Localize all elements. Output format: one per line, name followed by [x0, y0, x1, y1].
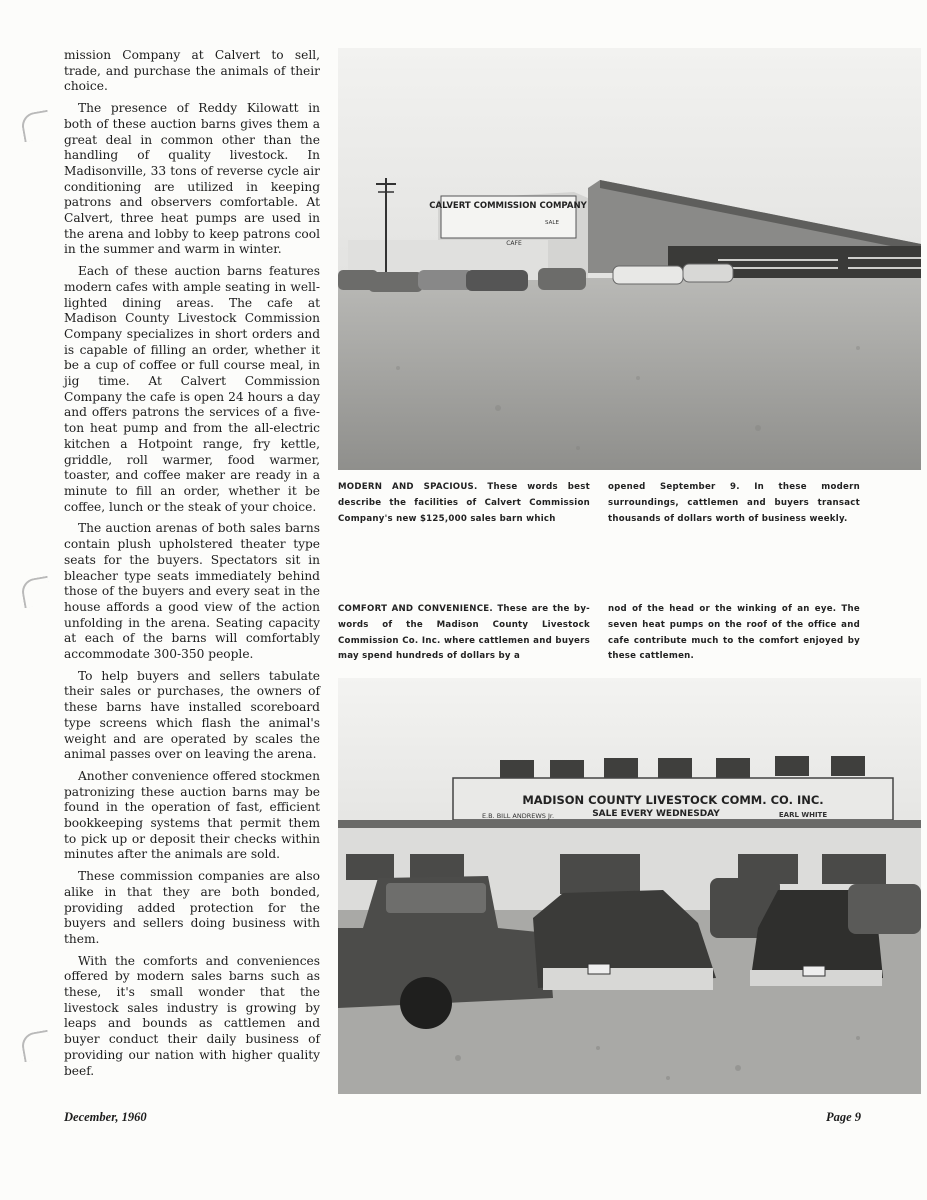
paragraph: To help buyers and sellers tabulate their sales or purchases, the owners of these barns have installed scoreboard type screens which flash the animal's weight and are operated by scales the animal passes over on leaving the arena.: [64, 668, 320, 762]
paragraph: The presence of Reddy Kilowatt in both of these auction barns gives them a great deal in common other than the handling of quality livestock. In Madisonville, 33 tons of reverse cycle air conditioning are utilized in keeping patrons and observers comfortable. At Calvert, three heat pumps are used in the arena and lobby to keep patrons cool in the summer and warm in winter.: [64, 101, 320, 257]
paragraph: With the comforts and conveniences offered by modern sales barns such as these, it's small wonder that the livestock sales industry is growing by leaps and bounds as cattlemen and buyer conduct their daily business of providing our nation with higher quality beef.: [64, 953, 320, 1078]
calvert-barn-photo: [338, 48, 921, 470]
photo-caption: [338, 480, 921, 528]
paragraph: Another convenience offered stockmen patronizing these auction barns may be found in the operation of fast, efficient bookkeeping systems that permit them to pick up or deposit their checks within minutes after the animals are sold.: [64, 768, 320, 862]
madison-sign-main: MADISON COUNTY LIVESTOCK COMM. CO. INC.: [522, 793, 824, 807]
footer-date: December, 1960: [64, 1110, 147, 1124]
article-text-column: [64, 48, 320, 1085]
madison-sign-left: E.B. BILL ANDREWS Jr.: [481, 812, 555, 820]
page-number: Page 9: [825, 1110, 861, 1124]
paragraph: These commission companies are also alike in that they are both bonded, providing added protection for the buyers and sellers doing business with them.: [64, 869, 320, 946]
punch-hole-mark: [20, 110, 52, 142]
caption-left-column: MODERN AND SPACIOUS. These words best describe the facilities of Calvert Commission Company's new $125,000 sales barn which: [338, 482, 590, 524]
photo-caption: [338, 602, 921, 666]
punch-hole-mark: [20, 576, 52, 608]
caption-right-column: nod of the head or the winking of an eye. The seven heat pumps on the roof of the office and cafe contribute much to the comfort enjoyed by these cattlemen.: [608, 604, 860, 662]
caption-right-column: opened September 9. In these modern surroundings, cattlemen and buyers transact thousands of dollars worth of business weekly.: [608, 482, 860, 524]
punch-hole-mark: [20, 1030, 52, 1062]
madison-county-photo: [338, 678, 921, 1094]
madison-sign-center: SALE EVERY WEDNESDAY: [592, 809, 720, 819]
paragraph: mission Company at Calvert to sell, trade, and purchase the animals of their choice.: [64, 48, 320, 94]
paragraph: The auction arenas of both sales barns contain plush upholstered theater type seats for the buyers. Spectators sit in bleacher type seats immediately behind those of the buyers and every seat in the house affords a good view of the action unfolding in the arena. Seating capacity at each of the barns will comfortably accommodate 300-350 people.: [64, 521, 320, 662]
calvert-sign-sale: SALE: [545, 220, 559, 226]
caption-left-column: COMFORT AND CONVENIENCE. These are the by-words of the Madison County Livestock Commission Co. Inc. where cattlemen and buyers may spend hundreds of dollars by a: [338, 604, 590, 662]
madison-sign-right: EARL WHITE: [778, 811, 828, 819]
calvert-sign-text: CALVERT COMMISSION COMPANY: [429, 201, 587, 211]
paragraph: Each of these auction barns features modern cafes with ample seating in well-lighted dining areas. The cafe at Madison County Livestock Commission Company specializes in short orders and is capable of filling an order, whether it be a cup of coffee or full course meal, in jig time. At Calvert Commission Company the cafe is open 24 hours a day and offers patrons the services of a five-ton heat pump and from the all-electric kitchen a Hotpoint range, fry kettle, griddle, roll warmer, food warmer, toaster, and coffee maker are ready in a minute to fill an order, whether it be coffee, lunch or the steak of your choice.: [64, 264, 320, 514]
cafe-sign: CAFE: [506, 240, 522, 247]
